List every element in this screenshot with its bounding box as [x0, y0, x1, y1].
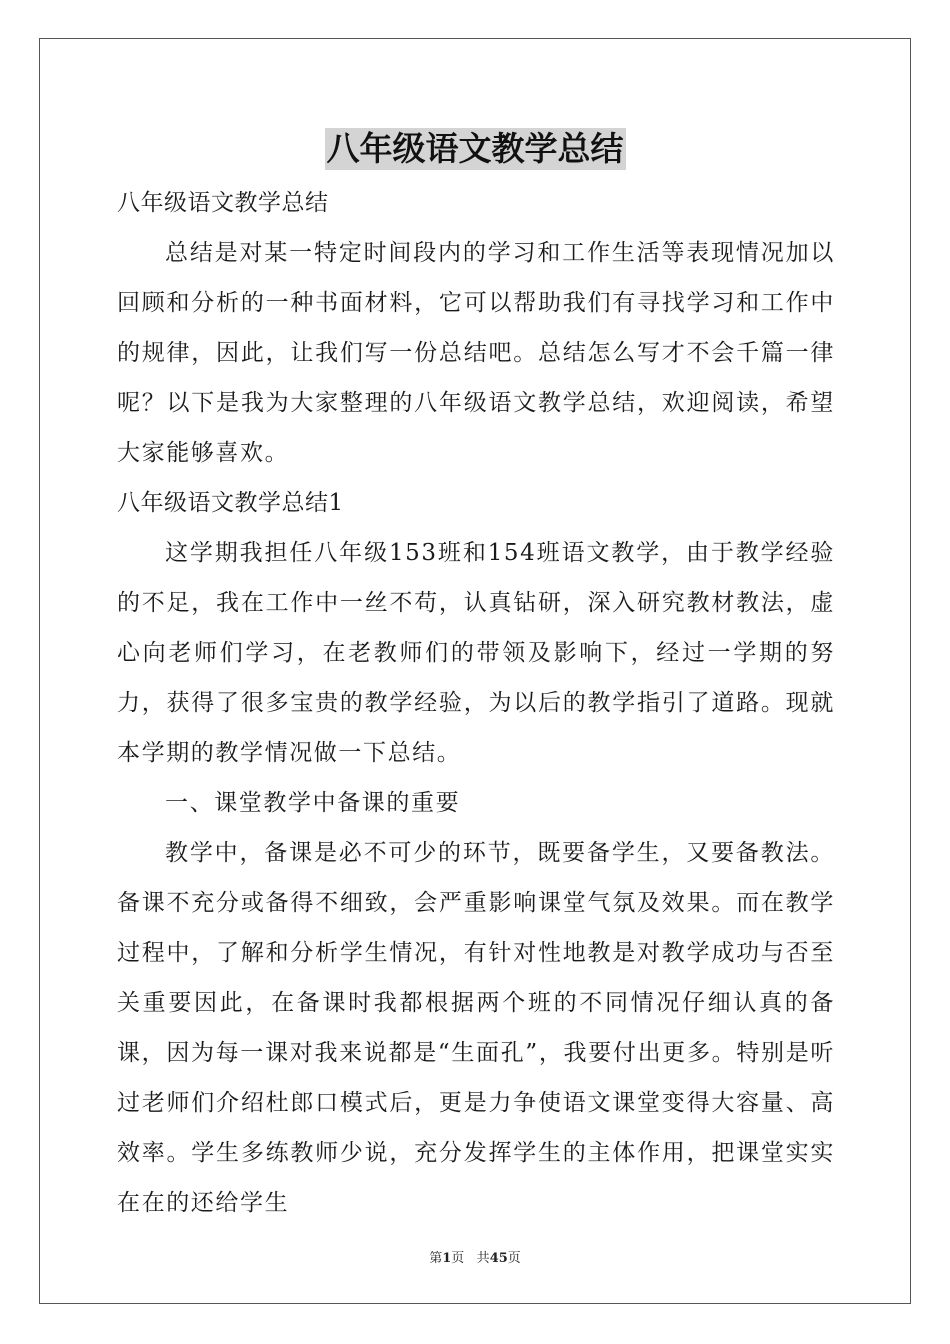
footer-total-suffix: 页 — [507, 1251, 521, 1266]
footer-page-total: 45 — [489, 1251, 508, 1266]
section-heading: 八年级语文教学总结 — [117, 190, 329, 216]
section-heading: 八年级语文教学总结1 — [117, 490, 344, 516]
subsection-heading: 一、课堂教学中备课的重要 — [165, 790, 461, 816]
body-paragraph: 这学期我担任八年级153班和154班语文教学，由于教学经验的不足，我在工作中一丝不苟，认真钻研，深入研究教材教法，虚心向老师们学习，在老教师们的带领及影响下，经过一学期的努力，获得了很多宝贵的教学经验，为以后的教学指引了道路。现就本学期的教学情况做一下总结。 — [117, 540, 835, 766]
footer-total-prefix: 共 — [476, 1251, 490, 1266]
document-body — [117, 178, 835, 1228]
intro-paragraph: 总结是对某一特定时间段内的学习和工作生活等表现情况加以回顾和分析的一种书面材料，它可以帮助我们有寻找学习和工作中的规律，因此，让我们写一份总结吧。总结怎么写才不会千篇一律呢？以下是我为大家整理的八年级语文教学总结，欢迎阅读，希望大家能够喜欢。 — [117, 240, 835, 466]
body-paragraph: 教学中，备课是必不可少的环节，既要备学生，又要备教法。备课不充分或备得不细致，会严重影响课堂气氛及效果。而在教学过程中，了解和分析学生情况，有针对性地教是对教学成功与否至关重要因此，在备课时我都根据两个班的不同情况仔细认真的备课，因为每一课对我来说都是“生面孔”，我要付出更多。特别是听过老师们介绍杜郎口模式后，更是力争使语文课堂变得大容量、高效率。学生多练教师少说，充分发挥学生的主体作用，把课堂实实在在的还给学生 — [117, 840, 835, 1216]
document-title: 八年级语文教学总结 — [326, 129, 624, 168]
page-footer — [0, 1247, 950, 1266]
footer-page-suffix: 页 — [451, 1251, 465, 1266]
footer-page-current: 1 — [442, 1251, 452, 1266]
footer-page-prefix: 第 — [429, 1251, 443, 1266]
title-container — [0, 128, 950, 170]
